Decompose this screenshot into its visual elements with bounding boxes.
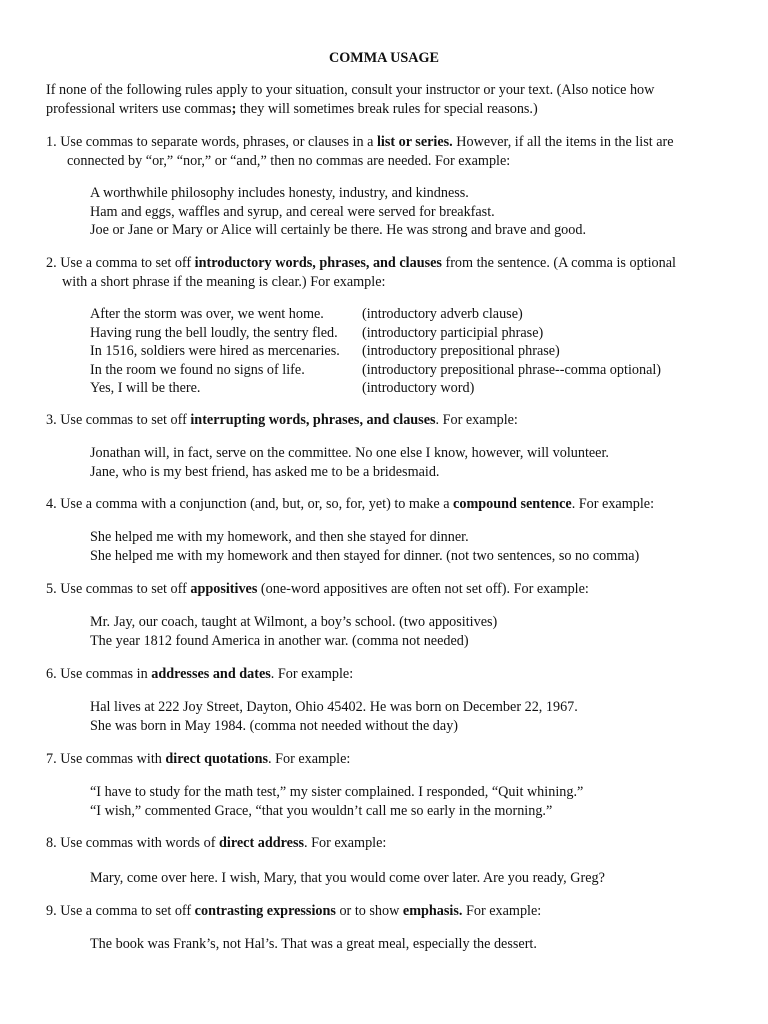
rule-text	[46, 133, 746, 152]
example-sentence: In the room we found no signs of life.	[90, 361, 305, 378]
rule-6	[46, 665, 746, 684]
example-row	[90, 361, 750, 380]
rule-text-part: . For example:	[270, 666, 354, 682]
rule-2	[46, 254, 746, 291]
rule-5	[46, 580, 746, 599]
rule-3-examples	[90, 444, 750, 481]
rule-text-part: . For example:	[571, 496, 655, 512]
rule-keyword: emphasis.	[402, 903, 463, 919]
example-sentence: She was born in May 1984. (comma not needed without the day)	[90, 717, 459, 734]
rule-keyword: interrupting words, phrases, and clauses	[190, 412, 436, 428]
rule-text-part: . For example:	[268, 751, 351, 767]
rule-keyword: compound sentence	[453, 496, 572, 512]
example-sentence: “I wish,” commented Grace, “that you wouldn’t call me so early in the morning.”	[90, 802, 553, 819]
rule-7-examples	[90, 783, 750, 820]
rule-text-part: 3. Use commas to set off	[46, 412, 191, 428]
example-note: (introductory prepositional phrase)	[362, 343, 560, 359]
rule-5-examples	[90, 613, 750, 650]
rule-text-part: from the sentence. (A comma is optional	[441, 255, 676, 271]
example-row	[90, 305, 750, 324]
rule-text-part: 6. Use commas in	[46, 666, 152, 682]
rule-text-part: 9. Use a comma to set off	[46, 903, 195, 919]
rule-text-part: However, if all the items in the list are	[452, 134, 674, 150]
rule-text-part: For example:	[462, 903, 542, 919]
rule-6-examples	[90, 698, 750, 735]
rule-text-part: 5. Use commas to set off	[46, 581, 191, 597]
rule-text-part: 7. Use commas with	[46, 751, 166, 767]
example-sentence: Yes, I will be there.	[90, 380, 201, 396]
rule-keyword: appositives	[190, 581, 258, 597]
intro-line-1: If none of the following rules apply to your situation, consult your instructor or your text. (Also notice how	[46, 82, 655, 98]
rule-text-part: 8. Use commas with words of	[46, 835, 219, 851]
example-sentence: Jane, who is my best friend, has asked me to be a bridesmaid.	[90, 463, 440, 480]
example-sentence: Having rung the bell loudly, the sentry fled.	[90, 324, 338, 341]
rule-text	[46, 902, 746, 921]
rule-keyword: direct address	[219, 835, 304, 851]
rule-text	[46, 411, 746, 430]
rule-1-examples	[90, 184, 750, 240]
intro-paragraph	[46, 81, 736, 119]
rule-8	[46, 834, 746, 853]
rule-text-part: 1. Use commas to separate words, phrases, or clauses in a	[46, 134, 377, 150]
rule-9	[46, 902, 746, 921]
example-note: (introductory participial phrase)	[362, 324, 544, 341]
example-sentence: Mary, come over here. I wish, Mary, that you would come over later. Are you ready, Greg?	[90, 870, 605, 886]
rule-keyword: contrasting expressions	[194, 903, 336, 919]
example-sentence: The year 1812 found America in another war. (comma not needed)	[90, 632, 469, 649]
example-note: (introductory prepositional phrase--comma optional)	[362, 361, 662, 378]
rule-keyword: introductory words, phrases, and clauses	[194, 255, 442, 271]
intro-line-2	[46, 100, 736, 119]
example-sentence: In 1516, soldiers were hired as mercenaries.	[90, 343, 340, 359]
example-note: (introductory adverb clause)	[362, 306, 523, 322]
rule-text-part: or to show	[335, 903, 403, 919]
example-sentence: Jonathan will, in fact, serve on the committee. No one else I know, however, will volunteer.	[90, 445, 609, 461]
example-sentence: Joe or Jane or Mary or Alice will certainly be there. He was strong and brave and good.	[90, 222, 587, 238]
intro-bold: ;	[231, 101, 237, 117]
rule-1	[46, 133, 746, 170]
rule-text-part: 2. Use a comma to set off	[46, 255, 195, 271]
rule-3	[46, 411, 746, 430]
rule-text	[46, 834, 746, 853]
example-sentence: “I have to study for the math test,” my sister complained. I responded, “Quit whining.”	[90, 784, 584, 800]
rule-keyword: addresses and dates	[151, 666, 271, 682]
example-row	[90, 379, 750, 398]
rule-4-examples	[90, 528, 750, 565]
rule-text	[46, 254, 746, 273]
example-sentence: She helped me with my homework and then stayed for dinner. (not two sentences, so no comma)	[90, 547, 640, 564]
rule-keyword: direct quotations	[165, 751, 269, 767]
example-sentence: She helped me with my homework, and then she stayed for dinner.	[90, 529, 469, 545]
example-row	[90, 324, 750, 343]
example-sentence: The book was Frank’s, not Hal’s. That was a great meal, especially the dessert.	[90, 936, 537, 952]
rule-text-part: . For example:	[304, 835, 387, 851]
example-note: (introductory word)	[362, 380, 475, 396]
example-sentence: A worthwhile philosophy includes honesty, industry, and kindness.	[90, 185, 469, 201]
example-row	[90, 342, 750, 361]
rule-text	[46, 495, 746, 514]
example-sentence: Hal lives at 222 Joy Street, Dayton, Ohio 45402. He was born on December 22, 1967.	[90, 699, 578, 715]
rule-keyword: list or series.	[376, 134, 453, 150]
rule-4	[46, 495, 746, 514]
rule-7	[46, 750, 746, 769]
example-sentence: After the storm was over, we went home.	[90, 306, 324, 322]
rule-text	[46, 750, 746, 769]
rule-text-part: 4. Use a comma with a conjunction (and, but, or, so, for, yet) to make a	[46, 496, 454, 512]
rule-text-continued: connected by “or,” “nor,” or “and,” then no commas are needed. For example:	[67, 152, 511, 169]
rule-text-continued: with a short phrase if the meaning is clear.) For example:	[62, 273, 386, 290]
intro-text: professional writers use commas	[46, 101, 232, 117]
rule-text	[46, 580, 746, 599]
rule-text-part: . For example:	[435, 412, 518, 428]
example-sentence: Mr. Jay, our coach, taught at Wilmont, a boy’s school. (two appositives)	[90, 614, 498, 630]
page-title: COMMA USAGE	[329, 50, 439, 66]
example-sentence: Ham and eggs, waffles and syrup, and cereal were served for breakfast.	[90, 203, 495, 220]
rule-8-examples	[90, 869, 750, 888]
rule-9-examples	[90, 935, 750, 954]
intro-text: they will sometimes break rules for special reasons.)	[236, 101, 538, 117]
rule-2-examples	[90, 305, 750, 398]
rule-text-part: (one-word appositives are often not set off). For example:	[257, 581, 589, 597]
rule-text	[46, 665, 746, 684]
